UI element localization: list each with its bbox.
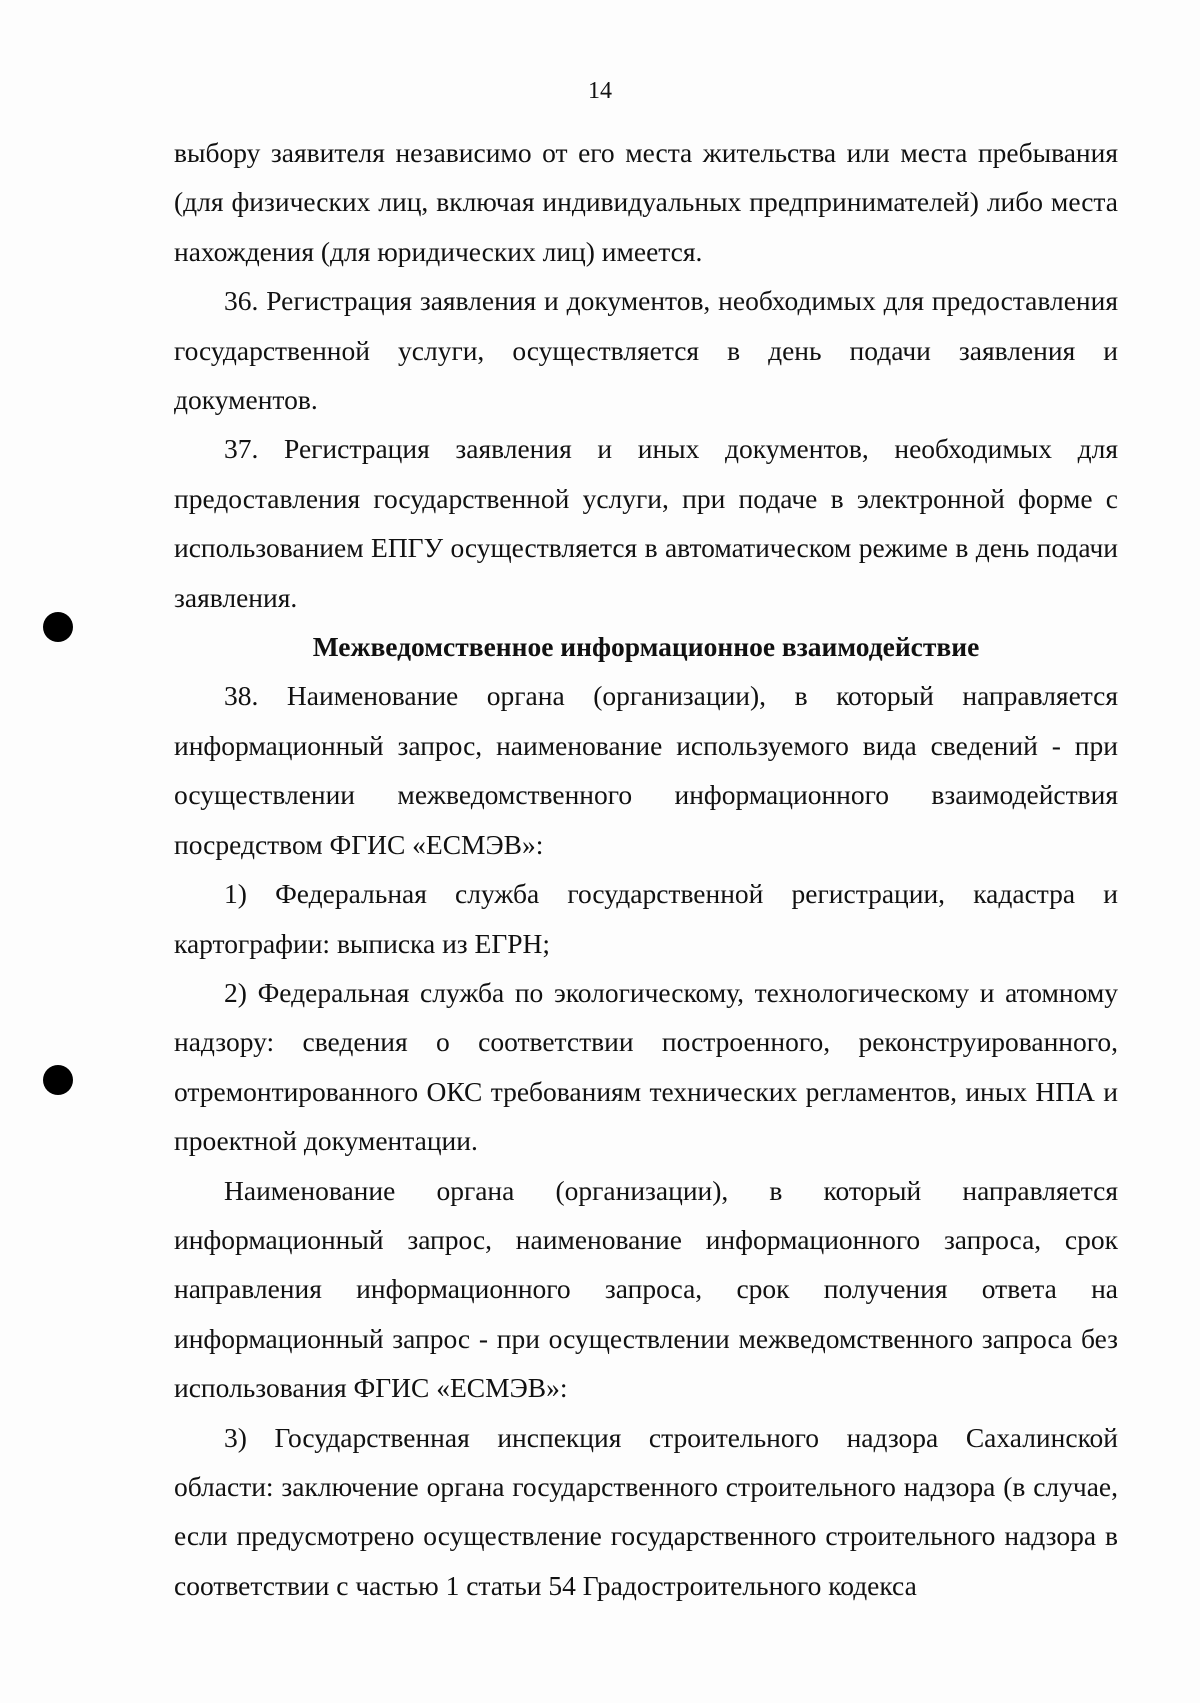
paragraph-38-item-2: 2) Федеральная служба по экологическому, технологическому и атомному надзору: сведения о соответствии построенного, реконструированного, отремонтированного ОКС требованиям технических регламентов, иных НПА и проектной документации.	[174, 976, 1118, 1157]
paragraph-naming: Наименование органа (организации), в который направляется информационный запрос, наименование информационного запроса, срок направления информационного запроса, срок получения ответа на информационный запрос - при осуществлении межведомственного запроса без использования ФГИС «ЕСМЭВ»:	[174, 1174, 1118, 1404]
paragraph-36: 36. Регистрация заявления и документов, необходимых для предоставления государственной услуги, осуществляется в день подачи заявления и документов.	[174, 285, 1118, 416]
document-body	[174, 128, 1118, 1610]
punch-hole-bottom	[43, 1065, 73, 1095]
paragraph-38-item-3: 3) Государственная инспекция строительного надзора Сахалинской области: заключение органа государственного строительного надзора (в случае, если предусмотрено осуществление государственного строительного надзора в соответствии с частью 1 статьи 54 Градостроительного кодекса	[174, 1421, 1118, 1601]
section-heading: Межведомственное информационное взаимодействие	[312, 631, 980, 663]
paragraph-38: 38. Наименование органа (организации), в который направляется информационный запрос, наименование используемого вида сведений - при осуществлении межведомственного информационного взаимодействия посредством ФГИС «ЕСМЭВ»:	[174, 680, 1118, 860]
paragraph-continuation: выбору заявителя независимо от его места жительства или места пребывания (для физических лиц, включая индивидуальных предпринимателей) либо места нахождения (для юридических лиц) имеется.	[174, 137, 1118, 267]
page-number: 14	[588, 78, 612, 104]
paragraph-38-item-1: 1) Федеральная служба государственной регистрации, кадастра и картографии: выписка из ЕГРН;	[174, 878, 1118, 959]
punch-hole-top	[43, 612, 73, 642]
paragraph-37: 37. Регистрация заявления и иных документов, необходимых для предоставления государственной услуги, при подаче в электронной форме с использованием ЕПГУ осуществляется в автоматическом режиме в день подачи заявления.	[174, 433, 1118, 613]
